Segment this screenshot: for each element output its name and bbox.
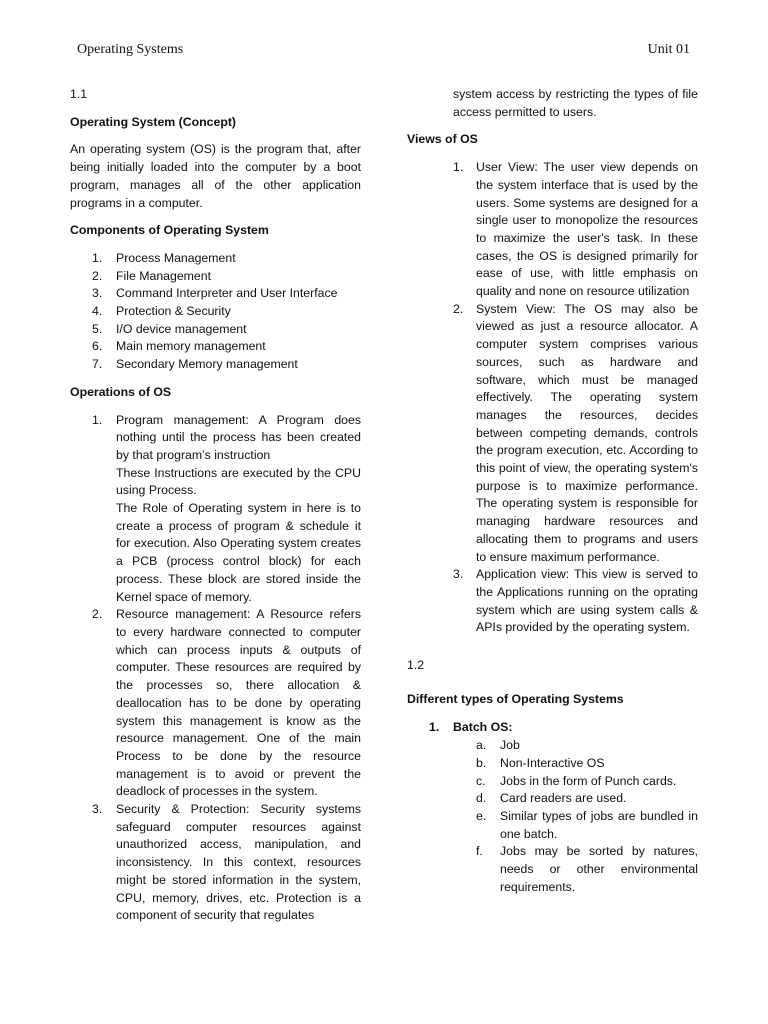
list-item: b. Non-Interactive OS <box>476 755 605 770</box>
list-item: 2. File Management <box>92 268 212 283</box>
batch-os-heading: 1. Batch OS: <box>429 719 513 734</box>
continuation-paragraph: system access by restricting the types of file access permitted to users. <box>453 87 698 119</box>
list-item: 4. Protection & Security <box>92 304 231 319</box>
section-heading-types: Different types of Operating Systems <box>407 691 624 706</box>
list-item: f. Jobs may be sorted by natures, needs or other environmental requirements. <box>476 844 698 894</box>
list-item: 1. User View: The user view depends on the system interface that is used by the users. Some systems are designed for a single user to monopolize the resources to maximize the user's task. In these cases, the OS is designed primarily for ease of use, with little emphasis on quality and none on resource utilization <box>453 160 698 299</box>
section-number: 1.1 <box>70 87 88 101</box>
right-column <box>407 86 698 897</box>
list-item: e. Similar types of jobs are bundled in one batch. <box>476 809 698 841</box>
running-header-unit: Unit 01 <box>647 42 690 57</box>
list-item: 2. Resource management: A Resource refers to every hardware connected to computer which can process inputs & outputs of computer. These resources are required by the processes so, there allocation & deallocation has to be done by operating system this management is know as the resource management. One of the main Process to be done by the resource management is to avoid or prevent the deadlock of processes in the system. <box>92 607 361 799</box>
section-heading-components: Components of Operating System <box>70 223 269 238</box>
list-item: c. Jobs in the form of Punch cards. <box>476 773 677 788</box>
list-item: 2. System View: The OS may also be viewed as just a resource allocator. A computer system comprises various sources, such as hardware and software, which must be managed effectively. The operating system manages the resources, decides between competing demands, controls the program execution, etc. According to this point of view, the operating system's purpose is to maximize performance. The operating system is responsible for managing hardware resources and allocating them to programs and users to ensure maximum performance. <box>453 301 698 564</box>
list-item: d. Card readers are used. <box>476 791 627 806</box>
list-item: a. Job <box>476 738 520 753</box>
list-item: 1. Process Management <box>92 250 236 265</box>
section-heading-operations: Operations of OS <box>70 384 172 399</box>
list-item: 7. Secondary Memory management <box>92 357 298 372</box>
section-heading-views: Views of OS <box>407 132 478 147</box>
concept-paragraph: An operating system (OS) is the program that, after being initially loaded into the computer by a boot program, manages all of the other application programs in a computer. <box>70 142 361 210</box>
components-list <box>70 250 361 374</box>
list-item: 1. Program management: A Program does nothing until the process has been created by that program’s instruction These Instructions are executed by the CPU using Process. The Role of Operating system in here is to create a process of program & schedule it for execution. Also Operating system creates a PCB (process control block) for each process. These block are stored inside the Kernel space of memory. <box>92 412 361 604</box>
section-heading-concept: Operating System (Concept) <box>70 114 237 129</box>
left-column <box>70 86 361 935</box>
list-item: 5. I/O device management <box>92 321 247 336</box>
running-header-title: Operating Systems <box>77 42 184 57</box>
list-item: 3. Command Interpreter and User Interface <box>92 286 338 301</box>
list-item: 3. Security & Protection: Security systems safeguard computer resources against unauthorized access, manipulation, and inconsistency. In this context, resources might be stored information in the system, CPU, memory, drives, etc. Protection is a component of security that regulates <box>92 802 361 923</box>
list-item: 3. Application view: This view is served to the Applications running on the oprating system which are using system calls & APIs provided by the operating system. <box>453 567 698 635</box>
section-number: 1.2 <box>407 658 425 673</box>
views-list <box>407 159 698 637</box>
operations-list <box>70 412 361 925</box>
list-item: 6. Main memory management <box>92 339 266 354</box>
batch-os-list <box>407 737 698 896</box>
